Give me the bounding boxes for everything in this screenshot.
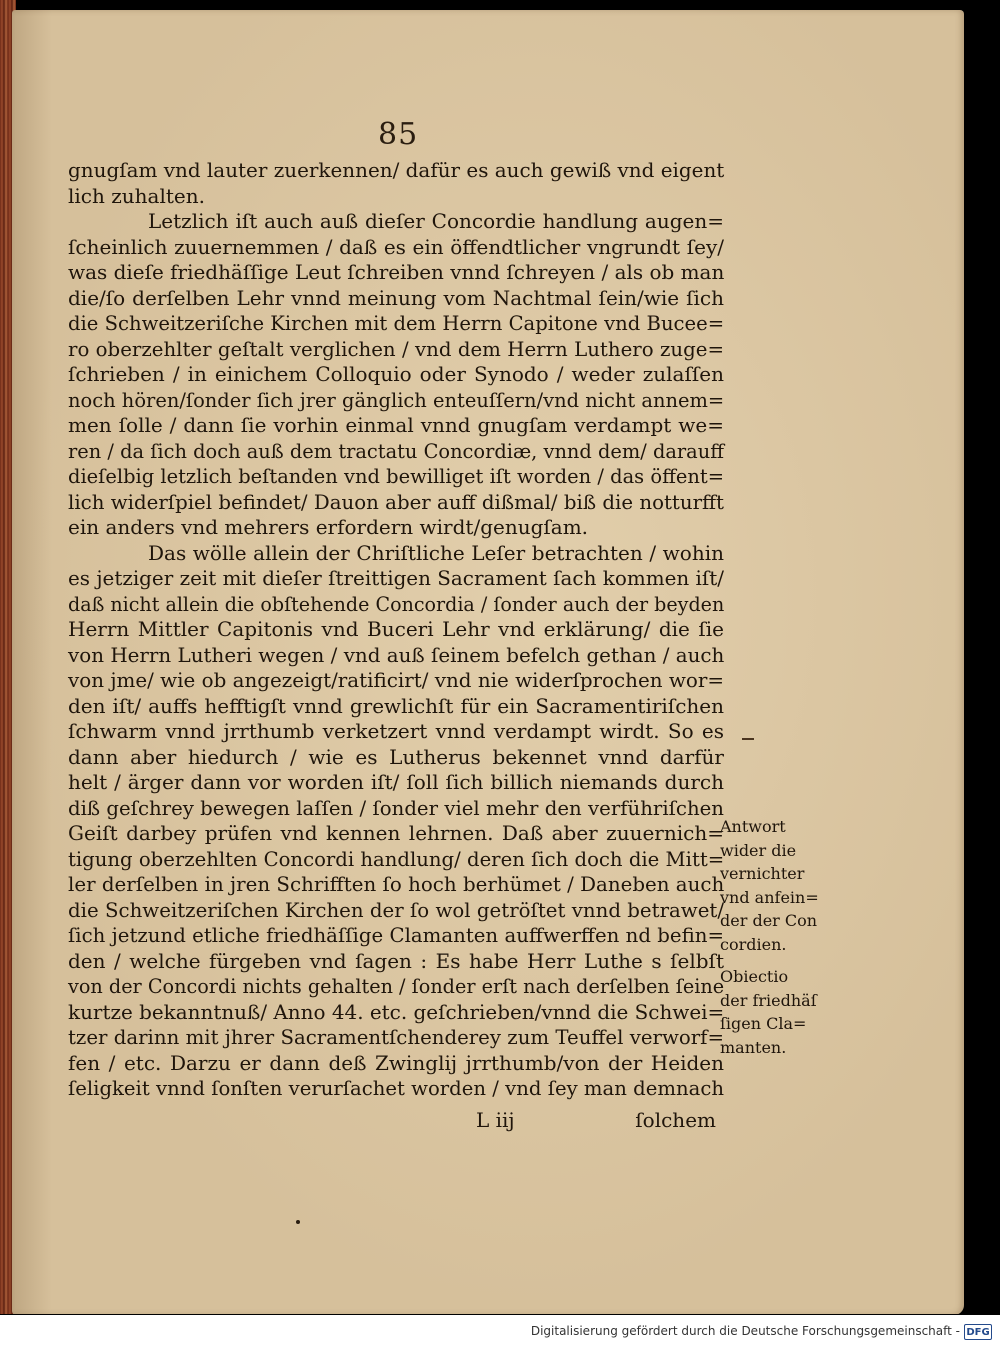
text-line: den / welche fürgeben vnd ſagen : Es habe Herr Luthe s ſelbſt [68, 948, 724, 973]
marginal-note-line: vernichter [720, 864, 805, 883]
text-line: es jetziger zeit mit dieſer ſtreittigen Sacrament ſach kommen iſt/ [68, 566, 724, 590]
text-line: von der Concordi nichts gehalten / ſonder erſt nach derſelben ſeine [68, 974, 725, 998]
text-line: ſcheinlich zuuernemmen / daß es ein öffendtlicher vngrundt ſey/ [68, 234, 724, 259]
marginal-note-line: Antwort [720, 817, 786, 836]
body-text [68, 158, 724, 1102]
text-line: den iſt/ auffs hefftigſt vnnd grewlichſt für ein Sacramentiriſchen [68, 693, 724, 718]
text-line: dann aber hiedurch / wie es Lutherus bekennet vnnd darfür [68, 744, 724, 769]
ink-dot [296, 1220, 300, 1224]
text-line: tzer darinn mit jhrer Sacramentſchenderey zum Teuffel verworf= [68, 1025, 724, 1049]
text-line: men ſolle / dann ſie vorhin einmal vnnd gnugſam verdampt we= [68, 413, 724, 437]
marginal-note-line: cordien. [720, 934, 787, 954]
text-line: ler derſelben in jren Schrifften ſo hoch berhümet / Daneben auch [68, 872, 725, 896]
dfg-logo: DFG [964, 1324, 992, 1340]
text-line: kurtze bekanntnuß/ Anno 44. etc. geſchrieben/vnnd die Schwei= [68, 999, 725, 1024]
marginal-note-antwort [720, 815, 830, 956]
digitization-footer [0, 1314, 1000, 1351]
text-line: was dieſe friedhäſſige Leut ſchreiben vnnd ſchreyen / als ob man [68, 260, 725, 284]
signature-mark: L iij [476, 1108, 515, 1132]
marginal-note-line: wider die [720, 840, 797, 860]
text-line: ſeligkeit vnnd ſonſten verurſachet worden / vnd ſey man demnach [68, 1076, 724, 1100]
text-line: ſchwarm vnnd jrrthumb verketzert vnnd verdampt wirdt. So es [68, 719, 724, 743]
catchword: ſolchem [635, 1108, 716, 1132]
text-line: diß geſchrey bewegen laſſen / ſonder viel mehr den verführiſchen [68, 795, 724, 820]
marginal-note-line: der friedhäſ [720, 990, 817, 1010]
text-line: ein anders vnd mehrers erfordern wirdt/genugſam. [68, 515, 589, 539]
stray-mark [742, 738, 754, 740]
footer-credit: Digitalisierung gefördert durch die Deutsche Forschungsgemeinschaft - [530, 1324, 960, 1338]
text-line: lich widerſpiel befindet/ Dauon aber auff dißmal/ biß die notturfft [68, 489, 724, 514]
text-line: noch hören/ſonder ſich jrer gänglich enteuſſern/vnd nicht annem= [68, 387, 725, 412]
text-line: dieſelbig letzlich beſtanden vnd bewilliget iſt worden / das öffent= [68, 464, 724, 488]
text-line: die Schweitzeriſche Kirchen mit dem Herrn Capitone vnd Bucee= [68, 311, 725, 335]
text-line: ren / da ſich doch auß dem tractatu Concordiæ, vnnd dem/ darauff [68, 438, 724, 463]
marginal-note-line: der der Con [720, 911, 818, 930]
text-line: Das wölle allein der Chriſtliche Leſer betrachten / wohin [148, 540, 724, 565]
marginal-note-line: ſigen Cla= [720, 1014, 807, 1033]
text-line: Letzlich iſt auch auß dieſer Concordie handlung augen= [148, 209, 724, 233]
page-number: 85 [378, 117, 419, 152]
page-foot-row [68, 1108, 724, 1138]
text-line: Geiſt darbey prüfen vnd kennen lehrnen. Daß aber zuuernich= [68, 821, 724, 845]
text-line: fen / etc. Darzu er dann deß Zwinglij jrrthumb/von der Heiden [68, 1050, 724, 1075]
text-line: von Herrn Lutheri wegen / vnd auß ſeinem befelch gethan / auch [68, 642, 725, 667]
marginal-note-line: Obiectio [720, 967, 789, 986]
text-line: daß nicht allein die obſtehende Concordia / ſonder auch der beyden [68, 591, 725, 616]
text-line: die Schweitzeriſchen Kirchen der ſo wol getröſtet vnnd betrawet/ [68, 897, 724, 922]
marginal-note-obiectio [720, 965, 830, 1059]
text-line: ſchrieben / in einichem Colloquio oder Synodo / weder zulaſſen [68, 362, 724, 386]
marginal-note-line: manten. [720, 1037, 787, 1057]
text-line: Herrn Mittler Capitonis vnd Buceri Lehr vnd erklärung/ die ſie [68, 617, 724, 641]
text-line: ro oberzehlter geſtalt verglichen / vnd dem Herrn Luthero zuge= [68, 336, 724, 361]
text-line: von jme/ wie ob angezeigt/ratificirt/ vnd nie widerſprochen wor= [68, 668, 724, 692]
text-line: helt / ärger dann vor worden iſt/ ſoll ſich billich niemands durch [68, 770, 724, 794]
text-line: tigung oberzehlten Concordi handlung/ deren ſich doch die Mitt= [68, 846, 725, 871]
marginal-note-line: vnd anfein= [720, 887, 819, 907]
text-line: lich zuhalten. [68, 183, 205, 208]
text-line: ſich jetzund etliche friedhäſſige Clamanten auffwerffen nd befin= [68, 923, 724, 947]
text-line: die/ſo derſelben Lehr vnnd meinung vom Nachtmal ſein/wie ſich [68, 285, 724, 310]
text-line: gnugſam vnd lauter zuerkennen/ dafür es auch gewiß vnd eigent [68, 158, 725, 182]
